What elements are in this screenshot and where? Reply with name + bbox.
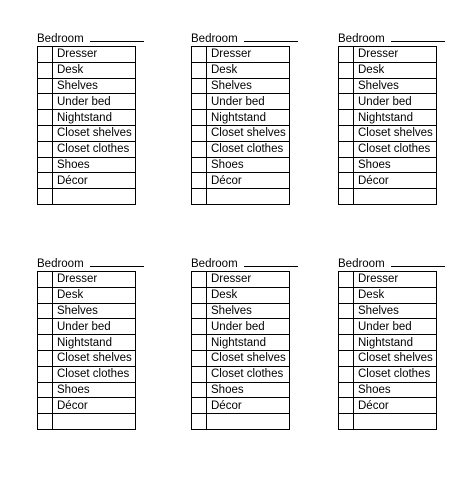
table-row bbox=[38, 141, 136, 157]
checklist-title bbox=[37, 256, 144, 271]
item-label-blank[interactable] bbox=[207, 189, 290, 205]
table-row bbox=[38, 303, 136, 319]
item-label: Nightstand bbox=[53, 335, 136, 351]
table-row bbox=[38, 62, 136, 78]
checkbox-cell[interactable] bbox=[38, 157, 53, 173]
item-label-blank[interactable] bbox=[354, 189, 437, 205]
table-row bbox=[192, 398, 290, 414]
checkbox-cell[interactable] bbox=[339, 78, 354, 94]
item-label: Closet shelves bbox=[207, 125, 290, 141]
checklist-title bbox=[338, 31, 445, 46]
item-label: Décor bbox=[354, 173, 437, 189]
table-row bbox=[339, 319, 437, 335]
item-label: Nightstand bbox=[207, 335, 290, 351]
table-row bbox=[192, 287, 290, 303]
checkbox-cell[interactable] bbox=[339, 125, 354, 141]
item-label-blank[interactable] bbox=[53, 414, 136, 430]
item-label: Décor bbox=[207, 173, 290, 189]
item-label: Closet shelves bbox=[53, 350, 136, 366]
table-row bbox=[339, 366, 437, 382]
item-label: Desk bbox=[53, 62, 136, 78]
item-label: Shelves bbox=[207, 303, 290, 319]
item-label: Closet clothes bbox=[53, 141, 136, 157]
checkbox-cell[interactable] bbox=[339, 47, 354, 63]
title-blank-line[interactable] bbox=[244, 256, 298, 267]
checklist-table bbox=[191, 271, 290, 430]
table-row bbox=[192, 173, 290, 189]
table-row bbox=[339, 189, 437, 205]
table-row bbox=[339, 62, 437, 78]
item-label: Under bed bbox=[53, 94, 136, 110]
checkbox-cell[interactable] bbox=[339, 414, 354, 430]
checklist-table bbox=[37, 271, 136, 430]
checklist-table bbox=[338, 271, 437, 430]
checkbox-cell[interactable] bbox=[339, 319, 354, 335]
item-label: Closet shelves bbox=[354, 125, 437, 141]
item-label: Décor bbox=[207, 398, 290, 414]
table-row bbox=[38, 110, 136, 126]
table-row bbox=[38, 382, 136, 398]
table-row bbox=[38, 78, 136, 94]
item-label: Closet shelves bbox=[354, 350, 437, 366]
item-label: Dresser bbox=[53, 272, 136, 288]
table-row bbox=[339, 414, 437, 430]
table-row bbox=[38, 173, 136, 189]
checkbox-cell[interactable] bbox=[339, 398, 354, 414]
title-text: Bedroom bbox=[338, 33, 385, 45]
checkbox-cell[interactable] bbox=[192, 173, 207, 189]
title-text: Bedroom bbox=[37, 33, 84, 45]
item-label: Nightstand bbox=[53, 110, 136, 126]
table-row bbox=[339, 78, 437, 94]
checkbox-cell[interactable] bbox=[339, 157, 354, 173]
table-row bbox=[339, 335, 437, 351]
table-row bbox=[38, 287, 136, 303]
checkbox-cell[interactable] bbox=[192, 141, 207, 157]
item-label: Shelves bbox=[207, 78, 290, 94]
item-label: Shelves bbox=[53, 303, 136, 319]
checkbox-cell[interactable] bbox=[38, 94, 53, 110]
item-label: Shelves bbox=[354, 78, 437, 94]
table-row bbox=[192, 157, 290, 173]
table-row bbox=[38, 94, 136, 110]
checklist-title bbox=[338, 256, 445, 271]
checkbox-cell[interactable] bbox=[192, 272, 207, 288]
item-label: Nightstand bbox=[354, 110, 437, 126]
table-row bbox=[192, 303, 290, 319]
checkbox-cell[interactable] bbox=[339, 141, 354, 157]
checkbox-cell[interactable] bbox=[339, 382, 354, 398]
item-label: Closet clothes bbox=[207, 366, 290, 382]
table-row bbox=[339, 382, 437, 398]
table-row bbox=[339, 398, 437, 414]
checkbox-cell[interactable] bbox=[192, 110, 207, 126]
item-label: Dresser bbox=[354, 272, 437, 288]
item-label: Décor bbox=[53, 173, 136, 189]
checkbox-cell[interactable] bbox=[192, 94, 207, 110]
checkbox-cell[interactable] bbox=[339, 350, 354, 366]
item-label: Décor bbox=[53, 398, 136, 414]
table-row bbox=[38, 189, 136, 205]
table-row bbox=[339, 287, 437, 303]
checklist-table bbox=[37, 46, 136, 205]
table-row bbox=[339, 173, 437, 189]
table-row bbox=[339, 141, 437, 157]
table-row bbox=[192, 141, 290, 157]
table-row bbox=[38, 414, 136, 430]
item-label: Desk bbox=[207, 62, 290, 78]
item-label: Shoes bbox=[207, 157, 290, 173]
item-label: Shoes bbox=[354, 157, 437, 173]
table-row bbox=[38, 335, 136, 351]
item-label: Under bed bbox=[207, 319, 290, 335]
checkbox-cell[interactable] bbox=[192, 335, 207, 351]
title-blank-line[interactable] bbox=[244, 31, 298, 42]
table-row bbox=[339, 125, 437, 141]
table-row bbox=[38, 398, 136, 414]
table-row bbox=[339, 157, 437, 173]
table-row bbox=[339, 110, 437, 126]
checkbox-cell[interactable] bbox=[38, 189, 53, 205]
checkbox-cell[interactable] bbox=[192, 382, 207, 398]
title-blank-line[interactable] bbox=[391, 31, 445, 42]
checkbox-cell[interactable] bbox=[339, 272, 354, 288]
item-label: Closet clothes bbox=[207, 141, 290, 157]
checklist-title bbox=[191, 256, 298, 271]
checkbox-cell[interactable] bbox=[38, 414, 53, 430]
table-row bbox=[192, 319, 290, 335]
table-row bbox=[192, 350, 290, 366]
item-label: Closet shelves bbox=[207, 350, 290, 366]
checkbox-cell[interactable] bbox=[38, 62, 53, 78]
title-text: Bedroom bbox=[37, 258, 84, 270]
item-label-blank[interactable] bbox=[354, 414, 437, 430]
item-label: Under bed bbox=[53, 319, 136, 335]
table-row bbox=[38, 272, 136, 288]
table-row bbox=[192, 335, 290, 351]
checkbox-cell[interactable] bbox=[38, 382, 53, 398]
checkbox-cell[interactable] bbox=[38, 173, 53, 189]
checkbox-cell[interactable] bbox=[339, 189, 354, 205]
title-blank-line[interactable] bbox=[90, 31, 144, 42]
title-blank-line[interactable] bbox=[391, 256, 445, 267]
item-label: Desk bbox=[53, 287, 136, 303]
checkbox-cell[interactable] bbox=[192, 125, 207, 141]
table-row bbox=[192, 272, 290, 288]
table-row bbox=[192, 125, 290, 141]
item-label: Desk bbox=[354, 62, 437, 78]
title-text: Bedroom bbox=[191, 33, 238, 45]
checkbox-cell[interactable] bbox=[339, 62, 354, 78]
checkbox-cell[interactable] bbox=[192, 398, 207, 414]
item-label: Nightstand bbox=[207, 110, 290, 126]
item-label: Dresser bbox=[207, 272, 290, 288]
table-row bbox=[339, 272, 437, 288]
item-label: Dresser bbox=[53, 47, 136, 63]
checkbox-cell[interactable] bbox=[192, 350, 207, 366]
table-row bbox=[192, 414, 290, 430]
item-label: Desk bbox=[354, 287, 437, 303]
checklist-title bbox=[37, 31, 144, 46]
item-label: Shoes bbox=[53, 157, 136, 173]
checkbox-cell[interactable] bbox=[339, 287, 354, 303]
item-label: Shelves bbox=[53, 78, 136, 94]
table-row bbox=[192, 189, 290, 205]
item-label: Closet clothes bbox=[354, 366, 437, 382]
item-label: Closet shelves bbox=[53, 125, 136, 141]
table-row bbox=[192, 78, 290, 94]
table-row bbox=[192, 47, 290, 63]
checkbox-cell[interactable] bbox=[192, 62, 207, 78]
checkbox-cell[interactable] bbox=[38, 335, 53, 351]
item-label: Shoes bbox=[53, 382, 136, 398]
item-label: Décor bbox=[354, 398, 437, 414]
table-row bbox=[339, 303, 437, 319]
checkbox-cell[interactable] bbox=[38, 398, 53, 414]
checkbox-cell[interactable] bbox=[339, 303, 354, 319]
item-label: Shoes bbox=[207, 382, 290, 398]
checkbox-cell[interactable] bbox=[38, 141, 53, 157]
checkbox-cell[interactable] bbox=[192, 47, 207, 63]
checkbox-cell[interactable] bbox=[192, 189, 207, 205]
checklist-table bbox=[338, 46, 437, 205]
item-label: Dresser bbox=[207, 47, 290, 63]
table-row bbox=[339, 47, 437, 63]
table-row bbox=[38, 319, 136, 335]
item-label: Nightstand bbox=[354, 335, 437, 351]
checkbox-cell[interactable] bbox=[339, 94, 354, 110]
checkbox-cell[interactable] bbox=[38, 350, 53, 366]
checkbox-cell[interactable] bbox=[38, 319, 53, 335]
table-row bbox=[192, 382, 290, 398]
table-row bbox=[38, 125, 136, 141]
item-label: Under bed bbox=[207, 94, 290, 110]
table-row bbox=[38, 366, 136, 382]
item-label: Closet clothes bbox=[53, 366, 136, 382]
table-row bbox=[38, 157, 136, 173]
checkbox-cell[interactable] bbox=[38, 110, 53, 126]
item-label: Shelves bbox=[354, 303, 437, 319]
item-label: Closet clothes bbox=[354, 141, 437, 157]
checkbox-cell[interactable] bbox=[192, 78, 207, 94]
item-label-blank[interactable] bbox=[207, 414, 290, 430]
checkbox-cell[interactable] bbox=[192, 303, 207, 319]
checklist-table bbox=[191, 46, 290, 205]
item-label-blank[interactable] bbox=[53, 189, 136, 205]
checklist-title bbox=[191, 31, 298, 46]
item-label: Shoes bbox=[354, 382, 437, 398]
table-row bbox=[192, 366, 290, 382]
checkbox-cell[interactable] bbox=[192, 319, 207, 335]
checkbox-cell[interactable] bbox=[38, 78, 53, 94]
checkbox-cell[interactable] bbox=[339, 173, 354, 189]
checkbox-cell[interactable] bbox=[192, 157, 207, 173]
checkbox-cell[interactable] bbox=[38, 125, 53, 141]
title-blank-line[interactable] bbox=[90, 256, 144, 267]
table-row bbox=[192, 110, 290, 126]
table-row bbox=[192, 62, 290, 78]
checkbox-cell[interactable] bbox=[38, 47, 53, 63]
item-label: Desk bbox=[207, 287, 290, 303]
checkbox-cell[interactable] bbox=[339, 366, 354, 382]
table-row bbox=[339, 350, 437, 366]
item-label: Dresser bbox=[354, 47, 437, 63]
checkbox-cell[interactable] bbox=[339, 335, 354, 351]
table-row bbox=[38, 350, 136, 366]
checkbox-cell[interactable] bbox=[192, 414, 207, 430]
title-text: Bedroom bbox=[338, 258, 385, 270]
item-label: Under bed bbox=[354, 319, 437, 335]
table-row bbox=[38, 47, 136, 63]
checkbox-cell[interactable] bbox=[38, 287, 53, 303]
item-label: Under bed bbox=[354, 94, 437, 110]
checkbox-cell[interactable] bbox=[38, 366, 53, 382]
table-row bbox=[339, 94, 437, 110]
checkbox-cell[interactable] bbox=[38, 272, 53, 288]
title-text: Bedroom bbox=[191, 258, 238, 270]
table-row bbox=[192, 94, 290, 110]
checkbox-cell[interactable] bbox=[192, 366, 207, 382]
checkbox-cell[interactable] bbox=[38, 303, 53, 319]
checkbox-cell[interactable] bbox=[192, 287, 207, 303]
checkbox-cell[interactable] bbox=[339, 110, 354, 126]
